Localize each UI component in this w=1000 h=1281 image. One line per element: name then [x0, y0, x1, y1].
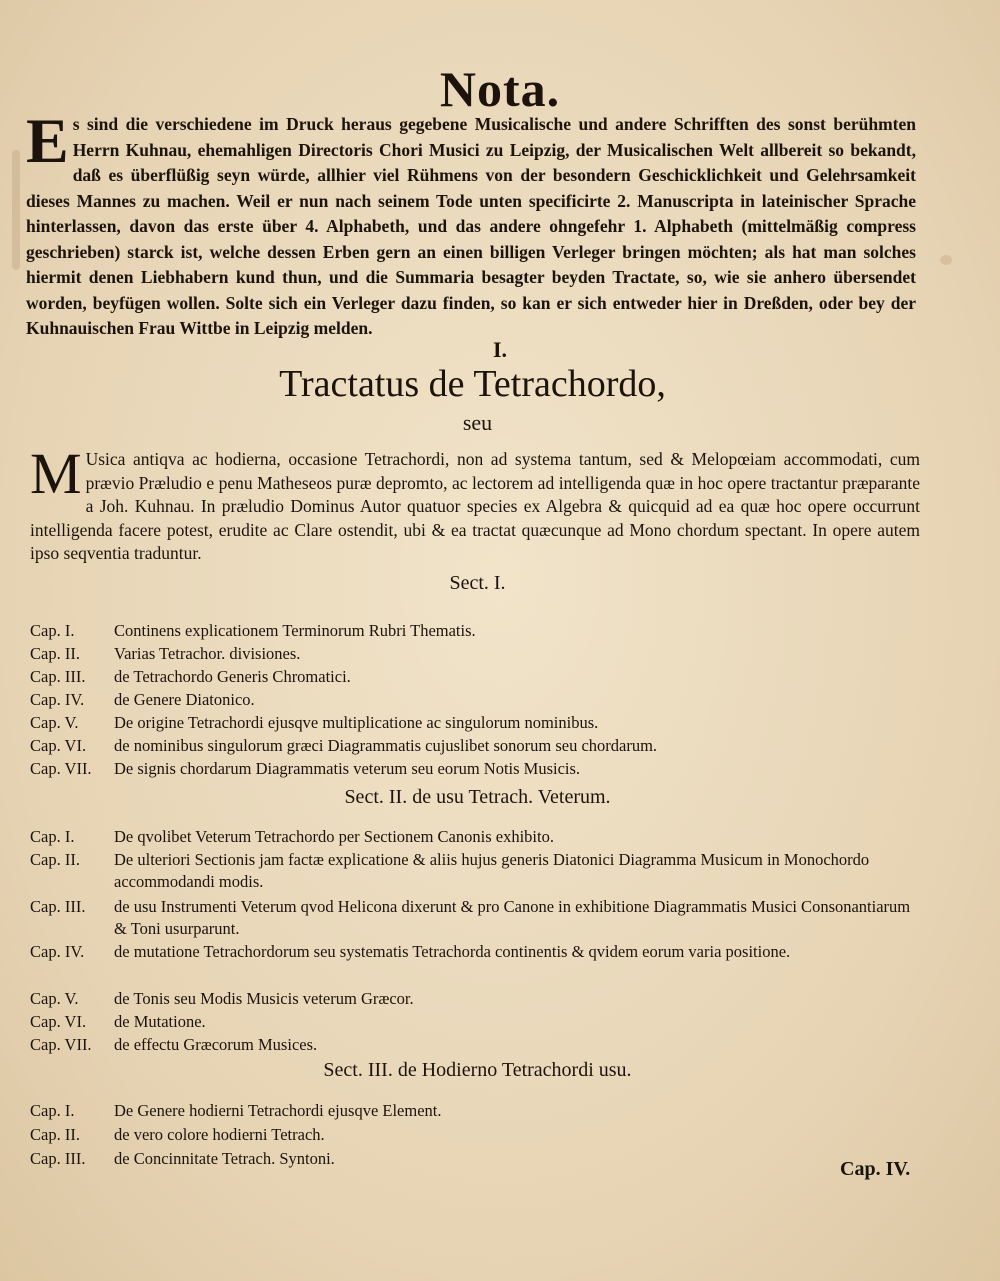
chapter-label: Cap. V. — [30, 713, 79, 732]
chapter-entry — [30, 643, 920, 665]
chapter-entry — [30, 988, 920, 1010]
chapter-text: de effectu Græcorum Musices. — [114, 1035, 318, 1054]
tractatus-summary — [30, 441, 920, 566]
chapter-entry — [30, 1148, 920, 1170]
chapter-label: Cap. I. — [30, 1101, 75, 1120]
chapter-text: de Mutatione. — [114, 1012, 206, 1031]
chapter-label: Cap. IV. — [30, 942, 85, 961]
chapter-text: de Genere Diatonico. — [114, 690, 255, 709]
chapter-label: Cap. II. — [30, 644, 80, 663]
tractatus-title: Tractatus de Tetrachordo, — [279, 363, 666, 405]
chapter-entry — [30, 1100, 920, 1122]
chapter-text: De ulteriori Sectionis jam factæ explicatione & aliis hujus generis Diatonici Diagramma Musicum in Monochordo accommodandi modis. — [114, 850, 870, 891]
chapter-entry — [30, 896, 920, 940]
chapter-label: Cap. VII. — [30, 1035, 92, 1054]
page-title: Nota. — [439, 61, 561, 117]
intro-dropcap: E — [26, 105, 69, 176]
chapter-entry — [30, 1034, 920, 1056]
section-heading: Sect. II. de usu Tetrach. Veterum. — [344, 786, 611, 808]
chapter-label: Cap. V. — [30, 989, 79, 1008]
page-stain — [12, 150, 20, 270]
chapter-entry — [30, 620, 920, 642]
chapter-entry — [30, 666, 920, 688]
chapter-text: De qvolibet Veterum Tetrachordo per Sectionem Canonis exhibito. — [114, 827, 554, 846]
chapter-entry — [30, 712, 920, 734]
chapter-text: Continens explicationem Terminorum Rubri Thematis. — [114, 621, 476, 640]
section-heading: Sect. I. — [449, 572, 506, 594]
chapter-entry — [30, 758, 920, 780]
chapter-label: Cap. III. — [30, 1149, 86, 1168]
chapter-label: Cap. I. — [30, 827, 75, 846]
chapter-text: de Tonis seu Modis Musicis veterum Græcor. — [114, 989, 414, 1008]
intro-text: s sind die verschiedene im Druck heraus gegebene Musicalische und andere Schrifften des sonst berühmten Herrn Kuhnau, ehemahligen Directoris Chori Musici zu Leipzig, der Musicalischen Welt allbereit so bekandt, daß es überflüßig seyn würde, allhier viel Rühmens von der besondern Geschicklichkeit und Gelehrsamkeit dieses Mannes zu machen. Weil er nun nach seinem Tode unten specificirte 2. Manuscripta in lateinischer Sprache hinterlassen, davon das erste über 4. Alphabeth, und das andere ohngefehr 1. Alphabeth (mittelmäßig compress geschrieben) starck ist, welche dessen Erben gern an einen billigen Verleger bringen möchten; als hat man solches hiermit denen Liebhabern kund thun, und die Summaria besagter beyden Tractate, so, wie sie anhero übersendet worden, beyfügen wollen. Solte sich ein Verleger dazu finden, so kan er sich entweder hier in Dreßden, oder bey der Kuhnauischen Frau Wittbe in Leipzig melden. — [26, 114, 916, 338]
summary-dropcap: M — [30, 441, 82, 506]
chapter-text: De origine Tetrachordi ejusqve multiplicatione ac singulorum nominibus. — [114, 713, 599, 732]
chapter-text: de usu Instrumenti Veterum qvod Helicona dixerunt & pro Canone in exhibitione Diagrammatis Musici Consonantiarum & Toni usurparunt. — [114, 897, 911, 938]
chapter-text: De signis chordarum Diagrammatis veterum seu eorum Notis Musicis. — [114, 759, 581, 778]
chapter-text: Varias Tetrachor. divisiones. — [114, 644, 301, 663]
chapter-entry — [30, 689, 920, 711]
chapter-label: Cap. VII. — [30, 759, 92, 778]
chapter-entry — [30, 826, 920, 848]
chapter-label: Cap. I. — [30, 621, 75, 640]
catchword: Cap. IV. — [840, 1158, 911, 1180]
chapter-label: Cap. IV. — [30, 690, 85, 709]
chapter-entry — [30, 849, 920, 893]
tractatus-subtitle: seu — [462, 410, 493, 435]
chapter-entry — [30, 1124, 920, 1146]
chapter-text: de mutatione Tetrachordorum seu systematis Tetrachorda continentis & qvidem eorum varia positione. — [114, 942, 791, 961]
summary-text: Usica antiqva ac hodierna, occasione Tetrachordi, non ad systema tantum, sed & Melopœiam accommodati, cum prævio Præludio e penu Matheseos puræ depromto, ac lectorem ad intelligenda quæ in hoc opere tractantur præparante a Joh. Kuhnau. In præludio Dominus Autor quatuor species ex Algebra & quicquid ad ea quæ hoc opere occurrunt intelligenda facere potest, erudite ac Clare ostendit, ubi & ea tractat quæcunque ad Mono chordum spectant. In opere autem ipso seqventia traduntur. — [30, 449, 920, 563]
chapter-label: Cap. II. — [30, 850, 80, 869]
chapter-entry — [30, 1011, 920, 1033]
chapter-label: Cap. II. — [30, 1125, 80, 1144]
chapter-label: Cap. III. — [30, 897, 86, 916]
section-heading: Sect. III. de Hodierno Tetrachordi usu. — [323, 1059, 632, 1081]
chapter-text: De Genere hodierni Tetrachordi ejusqve Element. — [114, 1101, 442, 1120]
chapter-label: Cap. III. — [30, 667, 86, 686]
chapter-text: de nominibus singulorum græci Diagrammatis cujuslibet sonorum seu chordarum. — [114, 736, 658, 755]
chapter-entry — [30, 735, 920, 757]
page-stain — [940, 255, 952, 265]
chapter-label: Cap. VI. — [30, 736, 87, 755]
chapter-text: de vero colore hodierni Tetrach. — [114, 1125, 325, 1144]
chapter-label: Cap. VI. — [30, 1012, 87, 1031]
tractatus-number: I. — [492, 337, 508, 362]
chapter-text: de Concinnitate Tetrach. Syntoni. — [114, 1149, 335, 1168]
chapter-entry — [30, 941, 920, 963]
intro-paragraph — [26, 105, 916, 342]
chapter-text: de Tetrachordo Generis Chromatici. — [114, 667, 351, 686]
